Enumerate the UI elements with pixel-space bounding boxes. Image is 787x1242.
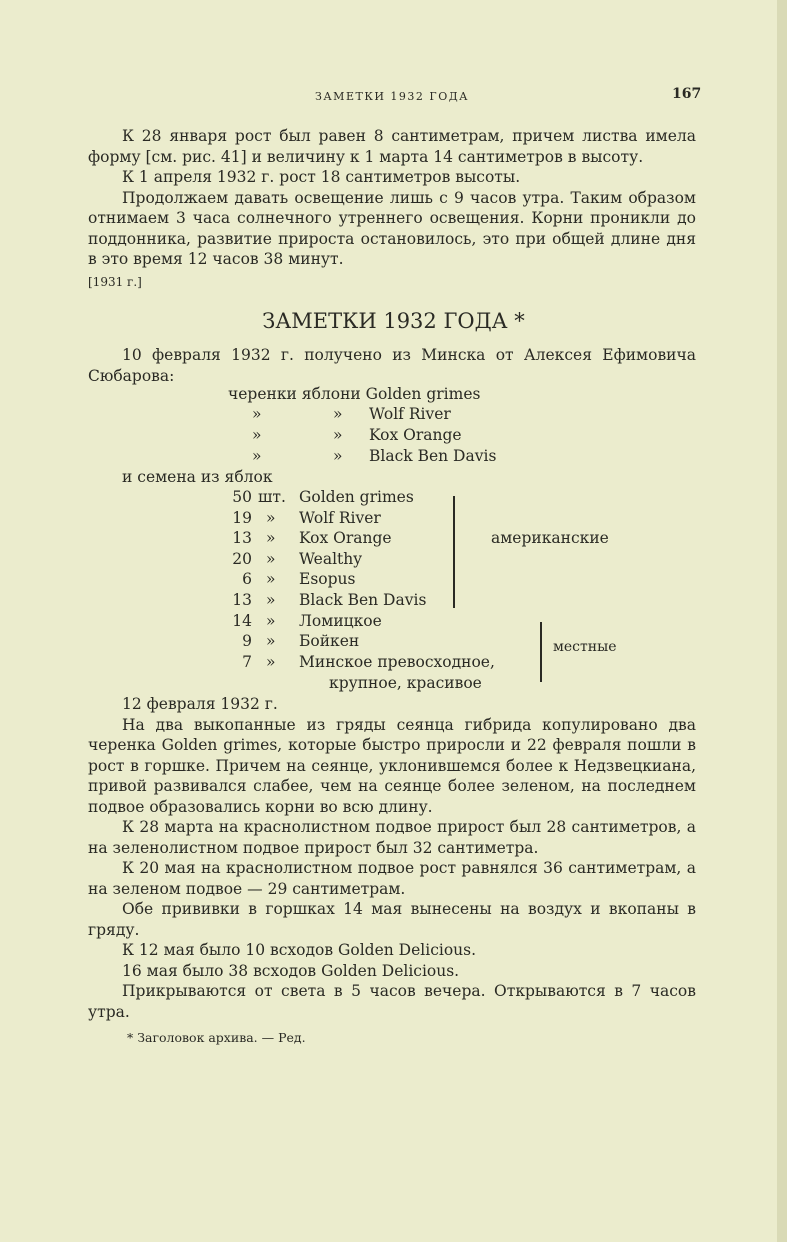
- ditto-mark: »: [333, 447, 343, 465]
- seed-unit: »: [266, 653, 276, 671]
- group-label-american: американские: [491, 529, 609, 547]
- paragraph: К 1 апреля 1932 г. рост 18 сантиметров высоты.: [122, 168, 521, 186]
- section-title: ЗАМЕТКИ 1932 ГОДА *: [262, 309, 525, 333]
- group-label-local: местные: [553, 639, 617, 655]
- intro-paragraph: 10 февраля 1932 г. получено из Минска от Алексея Ефимовича Сюбарова:: [88, 346, 696, 385]
- paragraph: К 28 марта на краснолистном подвое прирост был 28 сантиметров, а на зеленолистном подвое прирост был 32 сантиметра.: [88, 818, 696, 857]
- paragraph: Прикрываются от света в 5 часов вечера. Открываются в 7 часов утра.: [88, 982, 696, 1021]
- cutting-item: Black Ben Davis: [369, 447, 497, 465]
- seed-name: Golden grimes: [299, 488, 414, 506]
- seeds-intro: и семена из яблок: [122, 468, 273, 486]
- paragraph: К 12 мая было 10 всходов Golden Delicious.: [122, 941, 477, 959]
- seed-count: 7: [242, 653, 252, 671]
- paragraph: На два выкопанные из гряды сеянца гибрида копулировано два черенка Golden grimes, которые быстро приросли и 22 февраля пошли в рост в горшке. Причем на сеянце, уклонившемся более к Недзвецкиана, привой развивался слабее, чем на сеянце более зеленом, на последнем подвое образовались корни во всю длину.: [88, 715, 696, 816]
- seed-count: 19: [232, 509, 252, 527]
- cutting-item: Kox Orange: [369, 426, 462, 444]
- seed-name: Kox Orange: [299, 529, 392, 547]
- seed-name: Esopus: [299, 570, 356, 588]
- seed-unit: »: [266, 591, 276, 609]
- seed-unit: »: [266, 632, 276, 650]
- page-edge: [777, 0, 787, 1242]
- seed-unit: »: [266, 570, 276, 588]
- seed-name: Wolf River: [299, 509, 381, 527]
- seed-unit: шт.: [258, 488, 286, 506]
- seed-name: Бойкен: [299, 632, 360, 650]
- ditto-mark: »: [252, 426, 262, 444]
- local-brace: [540, 622, 542, 682]
- date-line: 12 февраля 1932 г.: [122, 695, 278, 713]
- seed-count: 9: [242, 632, 252, 650]
- paragraph: Продолжаем давать освещение лишь с 9 часов утра. Таким образом отнимаем 3 часа солнечного утреннего освещения. Корни проникли до поддонника, развитие прироста остановилось, это при общей длине дня в это время 12 часов 38 минут.: [88, 188, 696, 268]
- page-number: 167: [672, 86, 702, 102]
- seed-count: 50: [232, 488, 252, 506]
- ditto-mark: »: [252, 405, 262, 423]
- american-brace: [453, 496, 455, 608]
- body-text-block: [88, 694, 696, 1022]
- paragraph: К 20 мая на краснолистном подвое рост равнялся 36 сантиметрам, а на зеленом подвое — 29 сантиметрам.: [88, 859, 696, 898]
- footnote: * Заголовок архива. — Ред.: [127, 1030, 306, 1045]
- seed-count: 13: [232, 591, 252, 609]
- paragraph: Обе прививки в горшках 14 мая вынесены на воздух и вкопаны в гряду.: [88, 900, 696, 939]
- seed-count: 13: [232, 529, 252, 547]
- cutting-item: Wolf River: [369, 405, 451, 423]
- paragraph: 16 мая было 38 всходов Golden Delicious.: [122, 961, 460, 980]
- seed-unit: »: [266, 509, 276, 527]
- seed-name: Ломицкое: [299, 612, 382, 630]
- seed-unit: »: [266, 550, 276, 568]
- cuttings-first: черенки яблони Golden grimes: [228, 385, 481, 403]
- seed-continuation: крупное, красивое: [329, 674, 482, 692]
- seed-count: 14: [232, 612, 252, 630]
- paragraph: К 28 января рост был равен 8 сантиметрам, причем листва имела форму [см. рис. 41] и величину к 1 марта 14 сантиметров в высоту.: [88, 127, 696, 166]
- seed-unit: »: [266, 612, 276, 630]
- ditto-mark: »: [252, 447, 262, 465]
- year-note: [1931 г.]: [88, 274, 142, 289]
- seed-name: Минское превосходное,: [299, 653, 495, 671]
- top-text-block: [88, 126, 696, 292]
- seed-count: 6: [242, 570, 252, 588]
- ditto-mark: »: [333, 405, 343, 423]
- seed-unit: »: [266, 529, 276, 547]
- seed-count: 20: [232, 550, 252, 568]
- running-title: ЗАМЕТКИ 1932 ГОДА: [315, 90, 469, 103]
- ditto-mark: »: [333, 426, 343, 444]
- intro-block: [88, 345, 696, 386]
- seed-name: Black Ben Davis: [299, 591, 427, 609]
- seed-name: Wealthy: [299, 550, 363, 568]
